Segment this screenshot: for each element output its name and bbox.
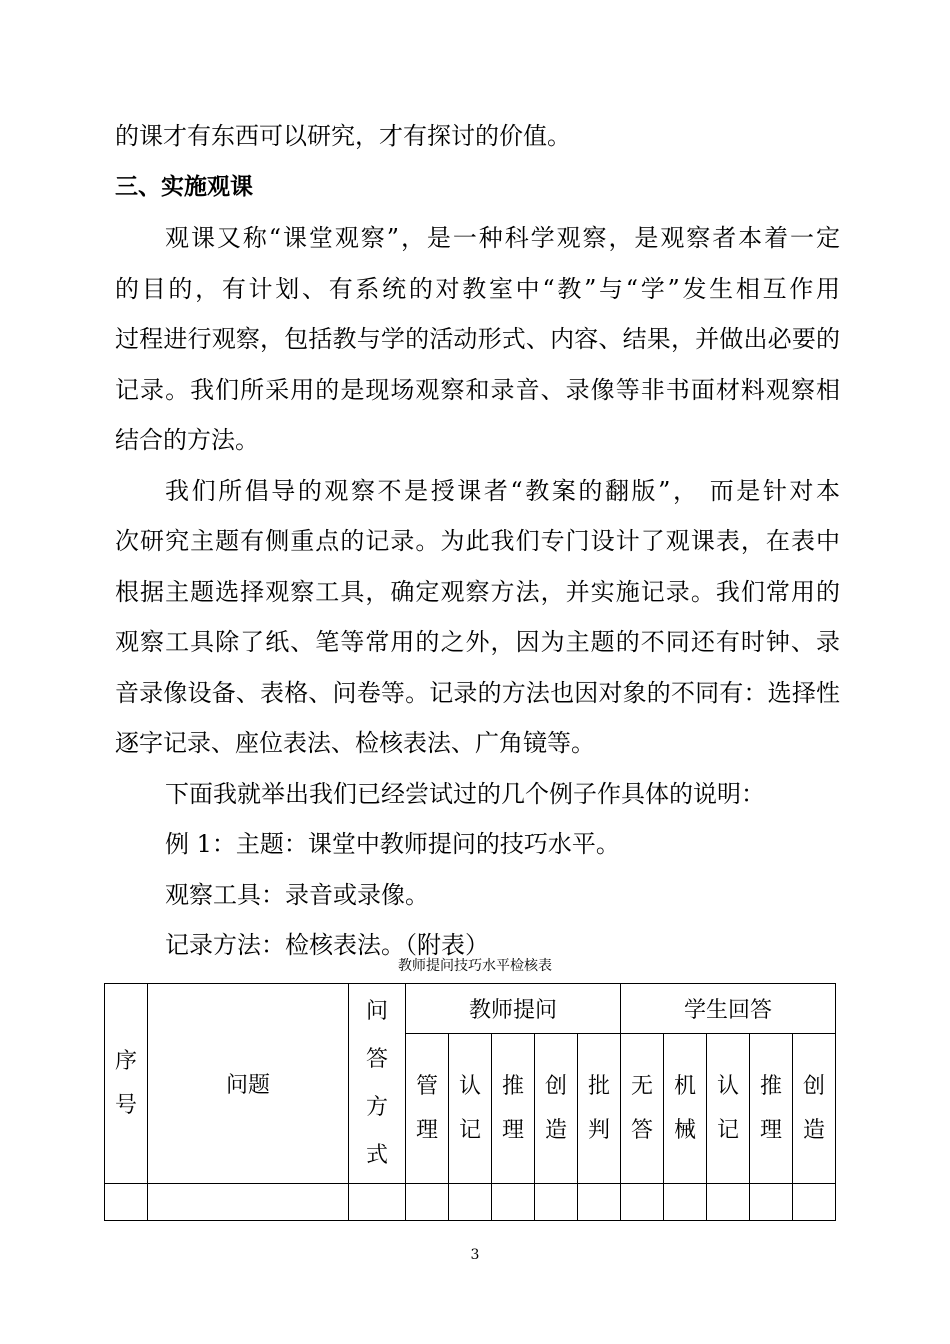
header-question: 问题 — [148, 984, 349, 1184]
paragraph-line: 次研究主题有侧重点的记录。为此我们专门设计了观课表，在表中 — [115, 527, 840, 555]
paragraph-line: 过程进行观察，包括教与学的活动形式、内容、结果，并做出必要的 — [115, 325, 840, 353]
header-mode: 问 答 方 式 — [349, 984, 406, 1184]
paragraph-line: 下面我就举出我们已经尝试过的几个例子作具体的说明： — [165, 780, 765, 808]
paragraph-line: 我们所倡导的观察不是授课者“教案的翻版”， 而是针对本 — [165, 477, 840, 505]
table-cell — [105, 1184, 148, 1221]
header-teacher-creative: 创 造 — [535, 1034, 578, 1184]
header-student-mechanical: 机 械 — [664, 1034, 707, 1184]
header-teacher-recall: 认 记 — [449, 1034, 492, 1184]
paragraph-line: 根据主题选择观察工具，确定观察方法，并实施记录。我们常用的 — [115, 578, 840, 606]
table-cell — [621, 1184, 664, 1221]
paragraph-line: 观察工具：录音或录像。 — [165, 881, 429, 909]
table-row — [105, 1184, 836, 1221]
table-cell — [406, 1184, 449, 1221]
page-number: 3 — [470, 1247, 480, 1263]
section-heading: 三、实施观课 — [115, 174, 253, 200]
header-student-none: 无 答 — [621, 1034, 664, 1184]
paragraph-line: 例 1：主题：课堂中教师提问的技巧水平。 — [165, 830, 620, 858]
paragraph-line: 记录方法：检核表法。（附表） — [165, 931, 489, 959]
header-teacher-manage: 管 理 — [406, 1034, 449, 1184]
header-teacher-critical: 批 判 — [578, 1034, 621, 1184]
table-cell — [707, 1184, 750, 1221]
header-student-answers: 学生回答 — [621, 984, 836, 1034]
paragraph-line: 音录像设备、表格、问卷等。记录的方法也因对象的不同有：选择性 — [115, 679, 840, 707]
paragraph-line: 观课又称“课堂观察”，是一种科学观察，是观察者本着一定 — [165, 224, 840, 252]
paragraph-line: 的课才有东西可以研究，才有探讨的价值。 — [115, 122, 571, 150]
checklist-table — [104, 983, 836, 1221]
paragraph-line: 结合的方法。 — [115, 426, 259, 454]
paragraph-line: 逐字记录、座位表法、检核表法、广角镜等。 — [115, 729, 595, 757]
table-caption: 教师提问技巧水平检核表 — [398, 958, 552, 974]
header-student-creative: 创 造 — [793, 1034, 836, 1184]
paragraph-line: 记录。我们所采用的是现场观察和录音、录像等非书面材料观察相 — [115, 376, 840, 404]
header-student-recall: 认 记 — [707, 1034, 750, 1184]
paragraph-line: 观察工具除了纸、笔等常用的之外，因为主题的不同还有时钟、录 — [115, 628, 840, 656]
table-cell — [349, 1184, 406, 1221]
table-cell — [535, 1184, 578, 1221]
table-cell — [793, 1184, 836, 1221]
table-cell — [492, 1184, 535, 1221]
header-teacher-questions: 教师提问 — [406, 984, 621, 1034]
table-cell — [578, 1184, 621, 1221]
paragraph-line: 的目的，有计划、有系统的对教室中“教”与“学”发生相互作用 — [115, 275, 840, 303]
header-seq: 序 号 — [105, 984, 148, 1184]
header-teacher-reasoning: 推 理 — [492, 1034, 535, 1184]
header-student-reasoning: 推 理 — [750, 1034, 793, 1184]
table-cell — [664, 1184, 707, 1221]
table-cell — [148, 1184, 349, 1221]
table-cell — [750, 1184, 793, 1221]
table-cell — [449, 1184, 492, 1221]
